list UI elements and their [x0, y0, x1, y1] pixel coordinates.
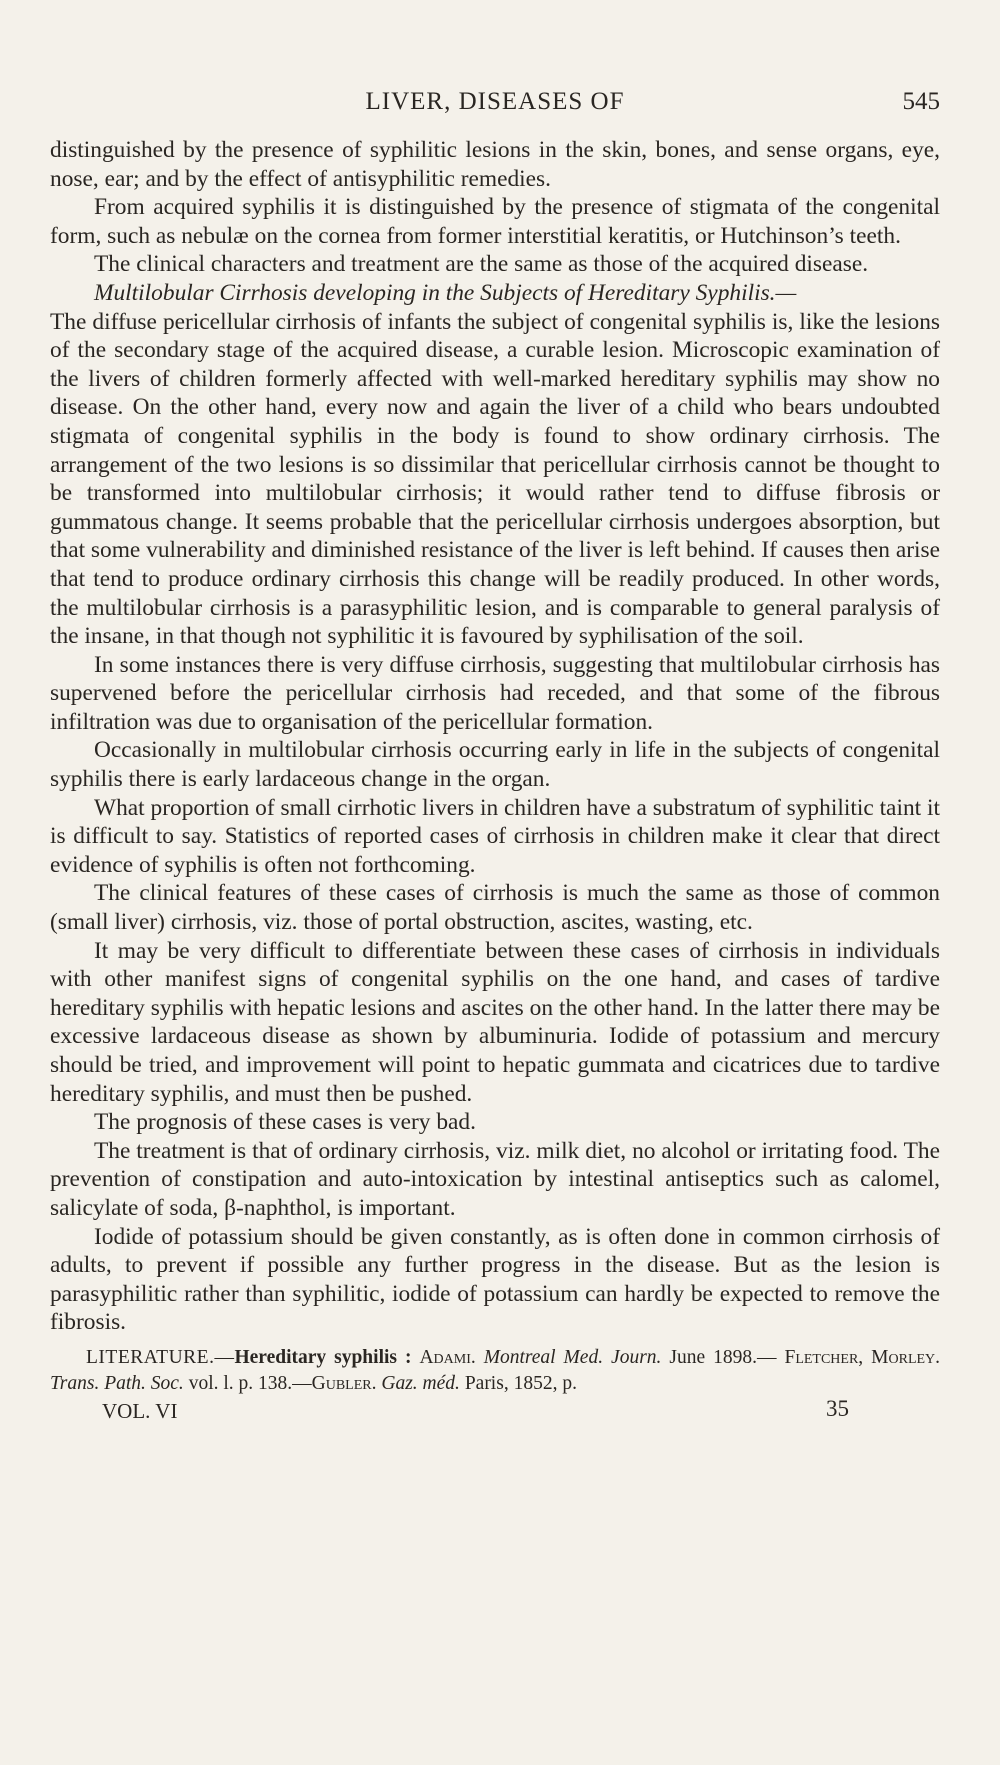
volume-label: VOL. VI	[102, 1398, 178, 1423]
page-number: 545	[902, 88, 940, 115]
citation-journal: Montreal Med. Journ.	[483, 1346, 662, 1368]
paragraph-continued: distinguished by the presence of syphilitic lesions in the skin, bones, and sense organs, eye, nose, ear; and by the effect of antisyphilitic remedies.	[50, 137, 940, 192]
paragraph: Iodide of potassium should be given constantly, as is often done in common cirrhosis of adults, to prevent if possible any further progress in the disease. But as the lesion is parasyphilitic rather than syphilitic, iodide of potassium can hardly be expected to remove the fibrosis.	[50, 1223, 940, 1336]
running-title: LIVER, DISEASES OF	[365, 88, 625, 115]
paragraph: The clinical characters and treatment are the same as those of the acquired disease.	[94, 251, 869, 278]
paragraph: It may be very difficult to differentiate between these cases of cirrhosis in individuals with other manifest signs of congenital syphilis on the one hand, and cases of tardive hereditary syphilis with hepatic lesions and ascites on the other hand. In the latter there may be excessive lardaceous disease as shown by albuminuria. Iodide of potassium and mercury should be tried, and improvement will point to hepatic gummata and cicatrices due to tardive hereditary syphilis, and must then be pushed.	[50, 937, 940, 1107]
citation-date: June 1898.—	[669, 1346, 777, 1368]
citation-journal: Gaz. méd.	[381, 1372, 460, 1394]
citation-author: Fletcher, Morley.	[784, 1346, 941, 1368]
citation-reference: Paris, 1852, p.	[464, 1372, 577, 1394]
paragraph: The clinical features of these cases of cirrhosis is much the same as those of common (small liver) cirrhosis, viz. those of portal obstruction, ascites, wasting, etc.	[50, 880, 940, 936]
paragraph: In some instances there is very diffuse cirrhosis, suggesting that multilobular cirrhosis has supervened before the pericellular cirrhosis had receded, and that some of the fibrous infiltration was due to organisation of the pericellular formation.	[50, 651, 940, 735]
running-header	[50, 88, 940, 124]
literature-block	[50, 1345, 940, 1397]
paragraph: The prognosis of these cases is very bad.	[94, 1109, 476, 1136]
section-body: The diffuse pericellular cirrhosis of infants the subject of congenital syphilis is, like the lesions of the secondary stage of the acquired disease, a curable lesion. Microscopic examination of the livers of children formerly affected with well-marked hereditary syphilis may show no disease. On the other hand, every now and again the liver of a child who bears undoubted stigmata of congenital syphilis in the body is found to show ordinary cirrhosis. The arrangement of the two lesions is so dissimilar that pericellular cirrhosis cannot be thought to be transformed into multilobular cirrhosis; it would rather tend to diffuse fibrosis or gummatous change. It seems probable that the pericellular cirrhosis undergoes absorption, but that some vulnerability and diminished resistance of the liver is left behind. If causes then arise that tend to produce ordinary cirrhosis this change will be readily produced. In other words, the multilobular cirrhosis is a parasyphilitic lesion, and is comparable to general paralysis of the insane, in that though not syphilitic it is favoured by syphilisation of the soil.	[50, 308, 940, 650]
section-heading: Multilobular Cirrhosis developing in the Subjects of Hereditary Syphilis.—	[94, 279, 797, 306]
citation-author: Gubler.	[311, 1372, 377, 1394]
paragraph-with-section-heading	[50, 279, 940, 651]
citation-reference: vol. l. p. 138.—	[188, 1372, 312, 1394]
document-page	[50, 88, 940, 1429]
literature-section	[50, 1345, 940, 1397]
literature-topic: Hereditary syphilis :	[234, 1346, 412, 1368]
body-text	[50, 136, 940, 1337]
citation-journal: Trans. Path. Soc.	[50, 1372, 184, 1394]
signature-mark: 35	[826, 1395, 849, 1421]
page-footer	[50, 1395, 940, 1429]
paragraph: The treatment is that of ordinary cirrhosis, viz. milk diet, no alcohol or irritating food. The prevention of constipation and auto-intoxication by intestinal antiseptics such as calomel, salicylate of soda, β-naphthol, is important.	[50, 1137, 940, 1221]
literature-label: LITERATURE.—	[86, 1346, 235, 1368]
paragraph: What proportion of small cirrhotic livers in children have a substratum of syphilitic taint it is difficult to say. Statistics of reported cases of cirrhosis in children make it clear that direct evidence of syphilis is often not forthcoming.	[50, 794, 940, 878]
paragraph: From acquired syphilis it is distinguished by the presence of stigmata of the congenital form, such as nebulæ on the cornea from former interstitial keratitis, or Hutchinson’s teeth.	[50, 194, 940, 249]
paragraph: Occasionally in multilobular cirrhosis occurring early in life in the subjects of congenital syphilis there is early lardaceous change in the organ.	[50, 737, 940, 793]
citation-author: Adami.	[419, 1346, 476, 1368]
